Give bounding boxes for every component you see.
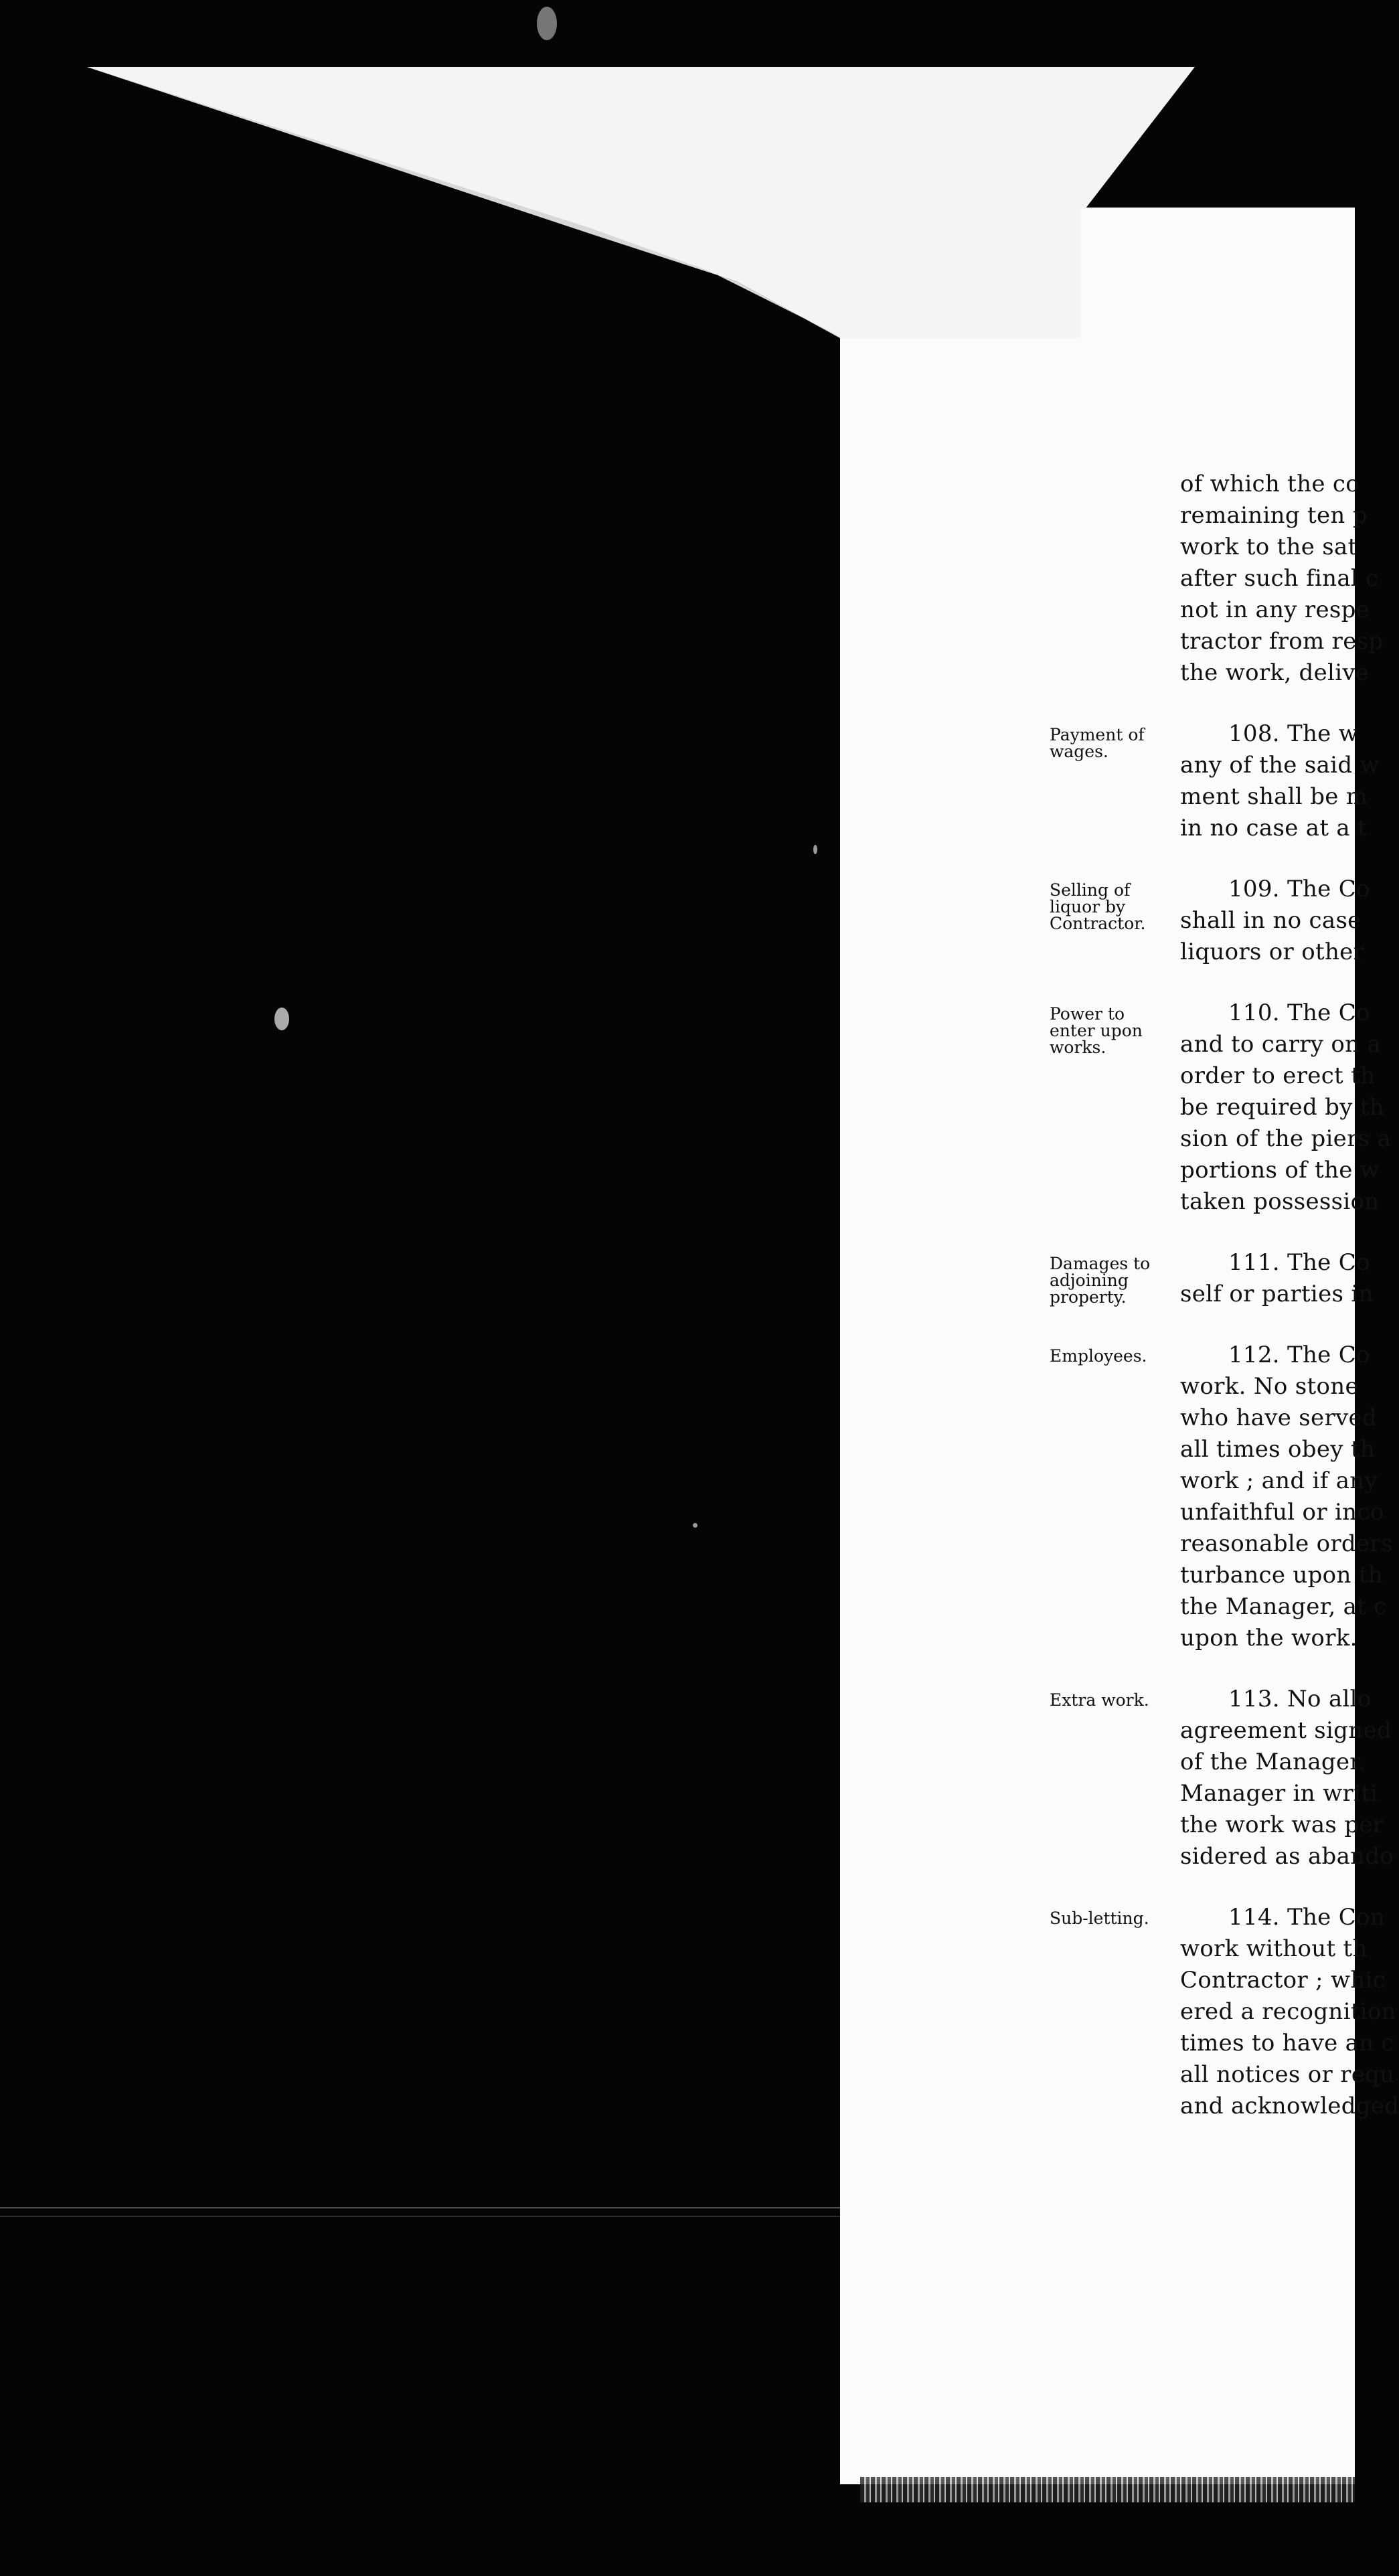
scan-speck <box>537 7 557 40</box>
paragraph-gap <box>1180 1654 1355 1684</box>
paragraph <box>1180 997 1392 1218</box>
paragraph-gap <box>1180 1872 1355 1902</box>
text-line: portions of the w <box>1180 1157 1380 1184</box>
page-bottom-edge <box>860 2477 1355 2502</box>
margin-note-line: Sub-letting. <box>1050 1909 1149 1928</box>
text-line: turbance upon th <box>1180 1562 1383 1589</box>
margin-note <box>1050 1692 1173 1708</box>
text-line: agreement signed <box>1180 1717 1392 1744</box>
margin-note-line: Payment of <box>1050 725 1145 744</box>
text-line: not in any respe <box>1180 596 1370 623</box>
text-line: the Manager, at c <box>1180 1593 1387 1620</box>
text-line: work to the sat <box>1180 534 1357 560</box>
margin-note-line: Power to <box>1050 1004 1125 1024</box>
margin-note-line: Contractor. <box>1050 914 1146 933</box>
paragraph <box>1180 1684 1394 1872</box>
text-line: 114. The Con <box>1228 1904 1385 1931</box>
margin-note-line: works. <box>1050 1038 1106 1057</box>
text-line: all notices or requ <box>1180 2061 1395 2088</box>
text-line: and to carry on a <box>1180 1031 1382 1058</box>
text-line: shall in no case <box>1180 907 1362 934</box>
text-line: reasonable orders <box>1180 1530 1393 1557</box>
text-line: sion of the piers a <box>1180 1125 1392 1152</box>
text-line: who have served <box>1180 1404 1377 1431</box>
text-line: any of the said w <box>1180 752 1380 779</box>
text-line: taken possession <box>1180 1188 1380 1215</box>
text-line: order to erect th <box>1180 1062 1376 1089</box>
text-line: tractor from resp <box>1180 628 1384 655</box>
scan-speck <box>274 1008 289 1030</box>
paragraph <box>1180 874 1370 968</box>
text-line: self or parties in <box>1180 1281 1374 1307</box>
margin-note <box>1050 1005 1173 1056</box>
margin-note-line: Selling of <box>1050 880 1131 900</box>
scan-artifact-line <box>0 2216 840 2217</box>
text-line: ered a recognition <box>1180 1998 1396 2025</box>
text-line: 108. The w <box>1228 720 1359 747</box>
margin-note <box>1050 1348 1173 1364</box>
text-line: of which the co <box>1180 471 1360 497</box>
text-line: work ; and if any <box>1180 1467 1378 1494</box>
text-line: Contractor ; whic <box>1180 1967 1386 1994</box>
paragraph <box>1180 469 1384 689</box>
text-line: 109. The Co <box>1228 876 1370 902</box>
paragraph-gap <box>1180 689 1355 718</box>
paragraph <box>1180 1902 1399 2122</box>
paragraph <box>1180 1340 1393 1654</box>
margin-note-line: wages. <box>1050 742 1108 761</box>
text-line: 113. No allo <box>1228 1686 1372 1712</box>
text-line: liquors or other <box>1180 939 1365 965</box>
text-line: the work was per <box>1180 1812 1384 1838</box>
margin-note-line: Extra work. <box>1050 1690 1149 1710</box>
text-line: in no case at a t <box>1180 815 1368 841</box>
page-upper-edge <box>1081 208 1355 341</box>
text-line: 111. The Co <box>1228 1249 1370 1276</box>
paragraph-gap <box>1180 1310 1355 1340</box>
scan-artifact-line <box>0 2207 840 2208</box>
text-line: of the Manager. <box>1180 1749 1366 1775</box>
text-line: and acknowledged <box>1180 2093 1399 2119</box>
document-body-text <box>1180 469 1399 2122</box>
text-line: 110. The Co <box>1228 999 1370 1026</box>
text-line: ment shall be m <box>1180 783 1368 810</box>
text-line: be required by th <box>1180 1094 1384 1121</box>
text-line: work. No stone <box>1180 1373 1359 1400</box>
text-line: unfaithful or inco <box>1180 1499 1384 1526</box>
margin-note <box>1050 1255 1173 1305</box>
scan-speck <box>813 845 817 854</box>
paragraph <box>1180 1247 1374 1310</box>
margin-note <box>1050 726 1173 760</box>
text-line: 112. The Co <box>1228 1342 1370 1368</box>
text-line: times to have an c <box>1180 2030 1394 2057</box>
text-line: sidered as abando <box>1180 1843 1394 1870</box>
paragraph-gap <box>1180 1218 1355 1247</box>
margin-note-line: liquor by <box>1050 897 1126 916</box>
text-line: remaining ten p <box>1180 502 1368 529</box>
text-line: work without th <box>1180 1935 1368 1962</box>
margin-note <box>1050 1910 1173 1927</box>
text-line: Manager in writi <box>1180 1780 1378 1807</box>
text-line: upon the work. <box>1180 1625 1357 1652</box>
paragraph-gap <box>1180 968 1355 997</box>
text-line: after such final c <box>1180 565 1379 592</box>
paragraph-gap <box>1180 844 1355 874</box>
paragraph <box>1180 718 1380 844</box>
scan-speck <box>693 1523 697 1528</box>
margin-note-line: Employees. <box>1050 1346 1147 1366</box>
text-line: the work, delive <box>1180 659 1370 686</box>
margin-note-line: Damages to <box>1050 1254 1151 1273</box>
margin-note-line: enter upon <box>1050 1021 1143 1040</box>
margin-note-line: property. <box>1050 1287 1127 1307</box>
margin-note <box>1050 882 1173 932</box>
margin-note-line: adjoining <box>1050 1271 1129 1290</box>
text-line: all times obey th <box>1180 1436 1376 1463</box>
